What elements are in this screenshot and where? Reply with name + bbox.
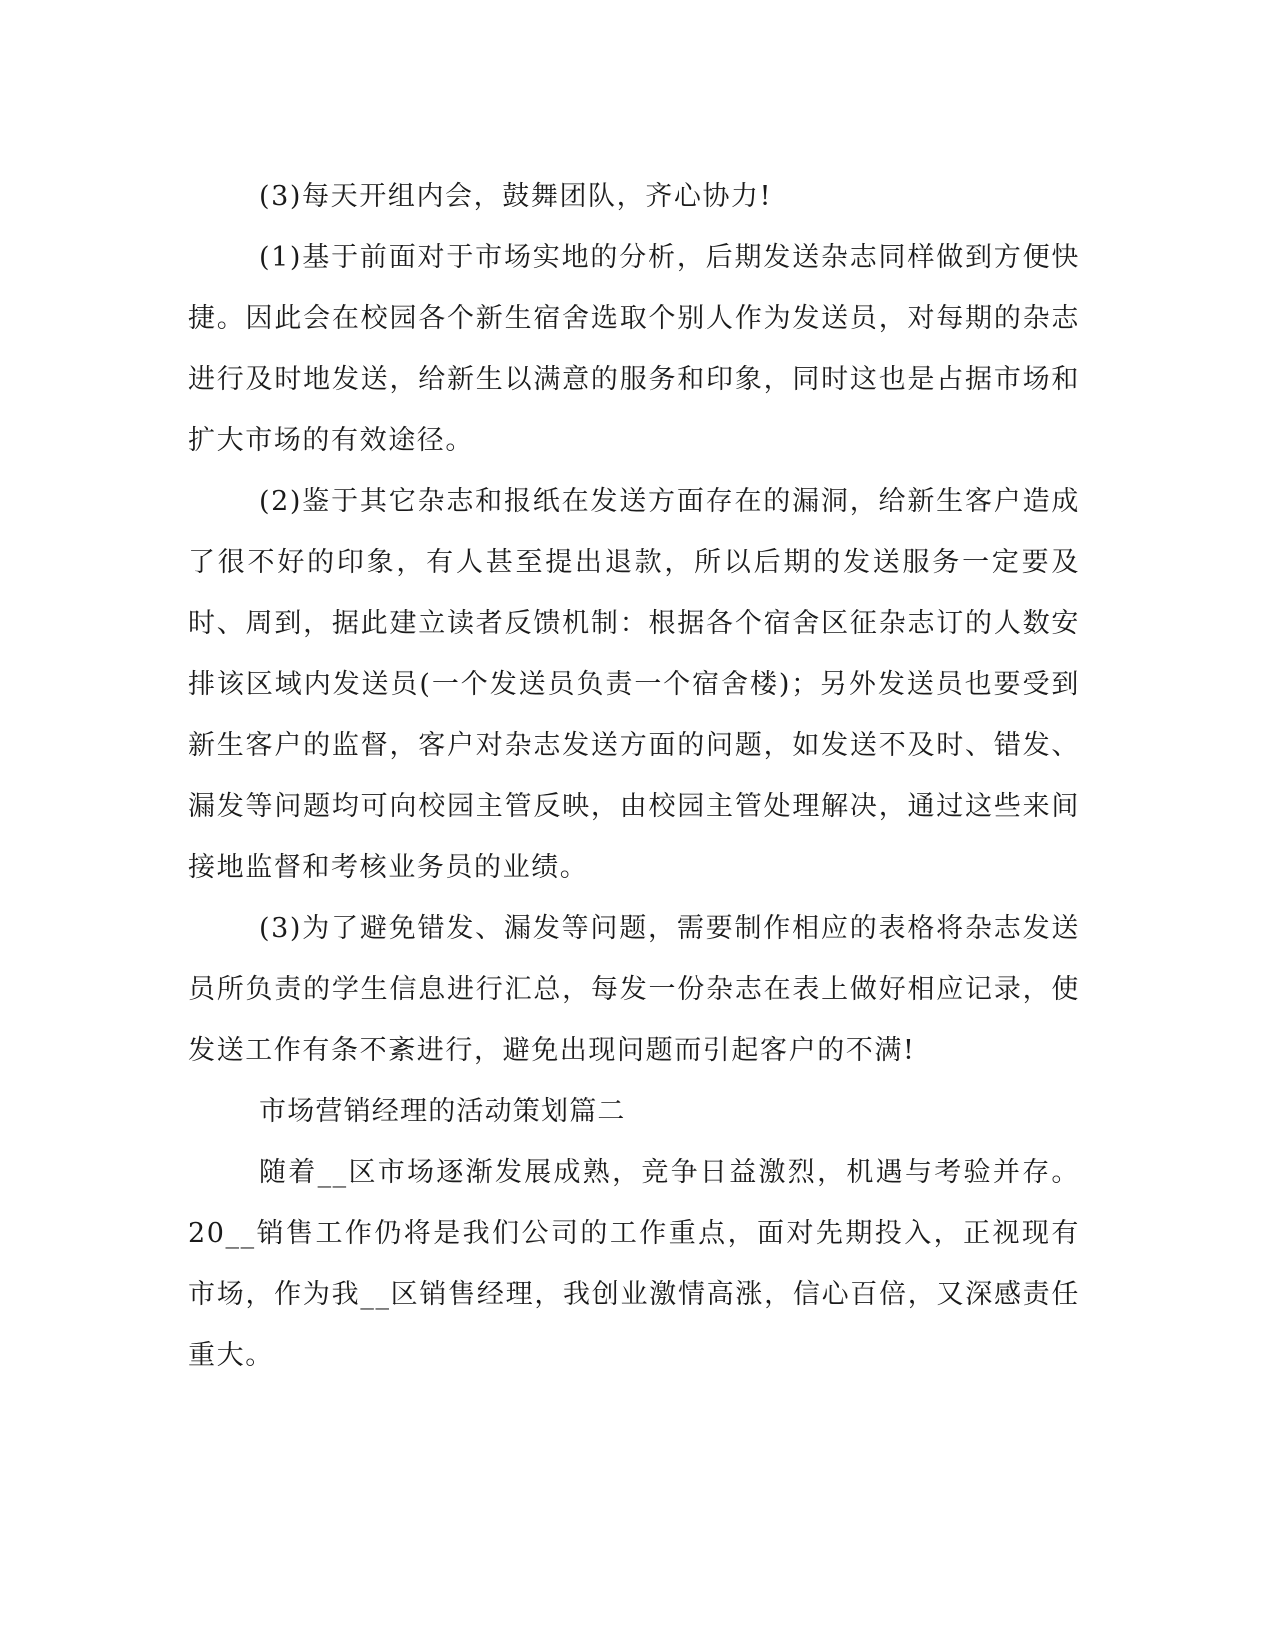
paragraph-delivery-plan: (1)基于前面对于市场实地的分析，后期发送杂志同样做到方便快捷。因此会在校园各个新生宿舍选取个别人作为发送员，对每期的杂志进行及时地发送，给新生以满意的服务和印象，同时这也是占据市场和扩大市场的有效途径。 — [188, 242, 1080, 456]
section-heading: 市场营销经理的活动策划篇二 — [259, 1096, 626, 1127]
paragraph-market-outlook: 随着__区市场逐渐发展成熟，竞争日益激烈，机遇与考验并存。20__销售工作仍将是我们公司的工作重点，面对先期投入，正视现有市场，作为我__区销售经理，我创业激情高涨，信心百倍，又深感责任重大。 — [188, 1157, 1080, 1371]
paragraph-feedback-mechanism: (2)鉴于其它杂志和报纸在发送方面存在的漏洞，给新生客户造成了很不好的印象，有人甚至提出退款，所以后期的发送服务一定要及时、周到，据此建立读者反馈机制：根据各个宿舍区征杂志订的人数安排该区域内发送员(一个发送员负责一个宿舍楼)；另外发送员也要受到新生客户的监督，客户对杂志发送方面的问题，如发送不及时、错发、漏发等问题均可向校园主管反映，由校园主管处理解决，通过这些来间接地监督和考核业务员的业绩。 — [188, 486, 1080, 883]
paragraph-daily-meeting: (3)每天开组内会，鼓舞团队，齐心协力! — [259, 181, 773, 212]
paragraph-delivery-records: (3)为了避免错发、漏发等问题，需要制作相应的表格将杂志发送员所负责的学生信息进行汇总，每发一份杂志在表上做好相应记录，使发送工作有条不紊进行，避免出现问题而引起客户的不满! — [188, 913, 1080, 1066]
document-body — [188, 166, 1080, 1386]
